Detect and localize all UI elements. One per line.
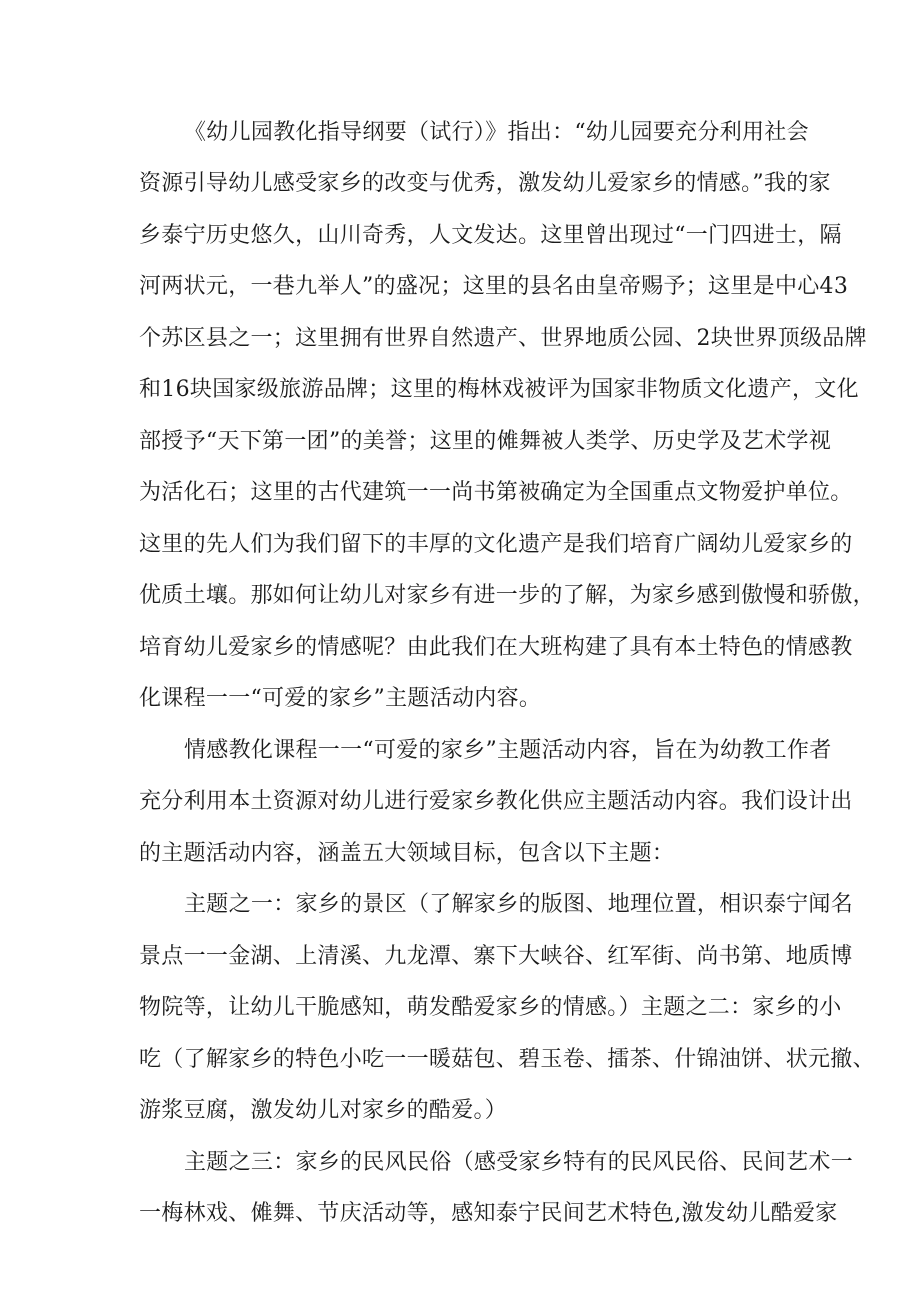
text-line: 培育幼儿爱家乡的情感呢？由此我们在大班构建了具有本土特色的情感教: [139, 635, 853, 660]
text-line: 物院等，让幼儿干脆感知，萌发酷爱家乡的情感。）主题之二：家乡的小: [139, 995, 842, 1020]
text-line: 这里的先人们为我们留下的丰厚的文化遗产是我们培育广阔幼儿爱家乡的: [139, 532, 853, 557]
text-line: 优质土壤。那如何让幼儿对家乡有进一步的了解，为家乡感到傲慢和骄傲，: [139, 583, 875, 608]
text-line: 主题之一：家乡的景区（了解家乡的版图、地理位置，相识泰宁闻名: [184, 892, 854, 917]
text-line: 景点一一金湖、上清溪、九龙潭、寨下大峡谷、红军街、尚书第、地质博: [139, 944, 853, 969]
text-line: 和16块国家级旅游品牌；这里的梅林戏被评为国家非物质文化遗产，文化: [139, 377, 859, 402]
text-line: 为活化石；这里的古代建筑一一尚书第被确定为全国重点文物爱护单位。: [139, 480, 853, 505]
text-line: 《幼儿园教化指导纲要（试行）》指出：“幼儿园要充分利用社会: [184, 120, 809, 145]
text-line: 部授予“天下第一团”的美誉；这里的傩舞被人类学、历史学及艺术学视: [139, 429, 832, 454]
text-line: 化课程一一“可爱的家乡”主题活动内容。: [139, 686, 542, 711]
text-line: 充分利用本土资源对幼儿进行爱家乡教化供应主题活动内容。我们设计出: [139, 789, 853, 814]
text-line: 河两状元，一巷九举人”的盛况；这里的县名由皇帝赐予；这里是中心43: [139, 274, 849, 299]
text-line: 情感教化课程一一“可爱的家乡”主题活动内容，旨在为幼教工作者: [184, 738, 832, 763]
text-line: 乡泰宁历史悠久，山川奇秀，人文发达。这里曾出现过“一门四进士，隔: [139, 223, 842, 248]
text-line: 游浆豆腐，激发幼儿对家乡的酷爱。）: [139, 1098, 508, 1123]
text-line: 个苏区县之一；这里拥有世界自然遗产、世界地质公园、2块世界顶级品牌: [139, 326, 867, 351]
text-line: 资源引导幼儿感受家乡的改变与优秀，激发幼儿爱家乡的情感。”我的家: [139, 171, 831, 196]
text-line: 主题之三：家乡的民风民俗（感受家乡特有的民风民俗、民间艺术一: [184, 1150, 854, 1175]
text-line: 吃（了解家乡的特色小吃一一暖菇包、碧玉卷、擂茶、什锦油饼、状元撤、: [139, 1047, 875, 1072]
text-line: 的主题活动内容，涵盖五大领域目标，包含以下主题：: [139, 841, 675, 866]
text-line: 一梅林戏、傩舞、节庆活动等，感知泰宁民间艺术特色,激发幼儿酷爱家: [139, 1201, 838, 1226]
